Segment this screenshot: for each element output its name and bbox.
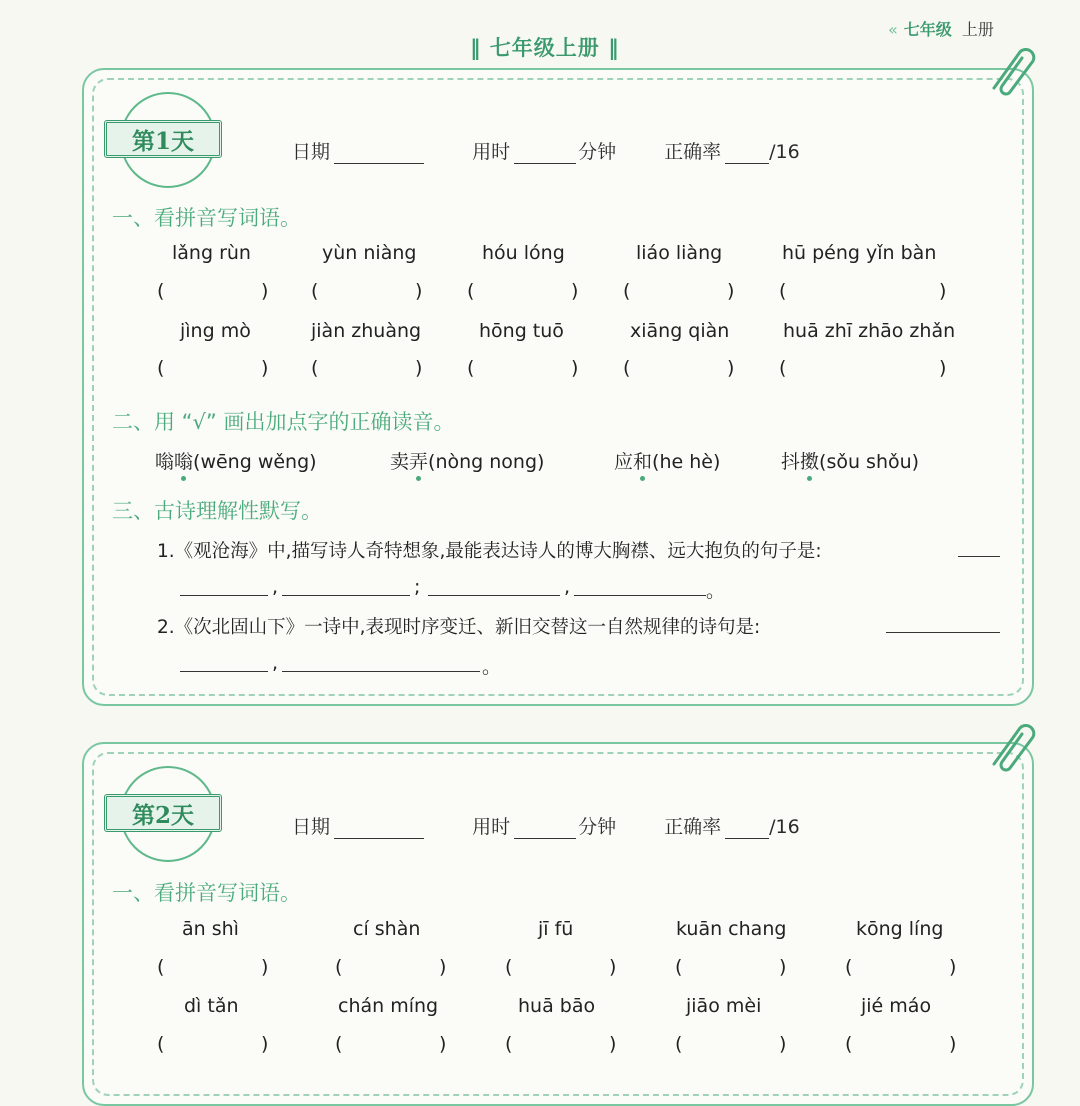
day2-meta <box>292 812 800 839</box>
pinyin-item: ān shì <box>182 918 239 940</box>
reading-choice: 卖弄(nòng nong) <box>390 447 544 474</box>
answer-paren-close: ) <box>779 1033 787 1055</box>
day1-label: 第1天 <box>104 120 222 158</box>
corner-volume: 上册 <box>961 20 994 39</box>
reading-choice: 抖擞(sǒu shǒu) <box>781 447 919 474</box>
pinyin-item: cí shàn <box>353 918 421 940</box>
date-label: 日期 <box>292 816 331 838</box>
time-label: 用时 <box>472 816 511 838</box>
book-title: ‖ 七年级上册 ‖ <box>470 35 620 60</box>
answer-paren-open: ( <box>505 956 513 978</box>
answer-paren-close: ) <box>609 956 617 978</box>
answer-line[interactable] <box>282 595 410 596</box>
day2-section1-title: 一、看拼音写词语。 <box>112 881 301 905</box>
answer-paren-open: ( <box>311 357 319 379</box>
answer-line[interactable] <box>180 595 268 596</box>
answer-line[interactable] <box>428 595 560 596</box>
pinyin-item: yùn niàng <box>322 242 417 264</box>
answer-paren-close: ) <box>439 956 447 978</box>
page-corner-label <box>888 17 994 40</box>
pinyin-item: jī fū <box>538 918 574 940</box>
answer-paren-open: ( <box>623 357 631 379</box>
date-field[interactable] <box>334 818 424 839</box>
pinyin-item: jiāo mèi <box>686 995 762 1017</box>
corner-grade: 七年级 <box>903 20 952 39</box>
answer-paren-open: ( <box>623 280 631 302</box>
answer-paren-close: ) <box>949 1033 957 1055</box>
day2-badge <box>104 766 226 866</box>
pinyin-item: hōng tuō <box>479 320 564 342</box>
answer-line[interactable] <box>180 671 268 672</box>
pinyin-item: huā bāo <box>518 995 596 1017</box>
question-1: 1.《观沧海》中,描写诗人奇特想象,最能表达诗人的博大胸襟、远大抱负的句子是: <box>157 541 822 562</box>
answer-paren-close: ) <box>571 280 579 302</box>
day1-section1-title: 一、看拼音写词语。 <box>112 206 301 230</box>
pinyin-item: hóu lóng <box>482 242 565 264</box>
answer-paren-close: ) <box>415 280 423 302</box>
accuracy-field[interactable] <box>725 143 769 164</box>
pinyin-item: jiàn zhuàng <box>311 320 422 342</box>
date-label: 日期 <box>292 141 331 163</box>
answer-paren-close: ) <box>939 280 947 302</box>
paperclip-icon <box>980 716 1036 772</box>
date-field[interactable] <box>334 143 424 164</box>
answer-paren-open: ( <box>157 280 165 302</box>
accuracy-total: /16 <box>769 141 800 163</box>
answer-paren-open: ( <box>335 956 343 978</box>
answer-paren-close: ) <box>571 357 579 379</box>
answer-paren-open: ( <box>311 280 319 302</box>
pinyin-item: jié máo <box>861 995 932 1017</box>
answer-paren-open: ( <box>157 956 165 978</box>
pinyin-item: huā zhī zhāo zhǎn <box>783 320 956 342</box>
accuracy-total: /16 <box>769 816 800 838</box>
reading-choice: 嗡嗡(wēng wěng) <box>155 447 317 474</box>
pinyin-item: lǎng rùn <box>172 242 251 264</box>
pinyin-item: kōng líng <box>856 918 944 940</box>
answer-paren-open: ( <box>157 357 165 379</box>
accuracy-label: 正确率 <box>664 816 722 838</box>
answer-paren-close: ) <box>261 280 269 302</box>
accuracy-field[interactable] <box>725 818 769 839</box>
question-2: 2.《次北固山下》一诗中,表现时序变迁、新旧交替这一自然规律的诗句是: <box>157 617 761 638</box>
answer-paren-close: ) <box>609 1033 617 1055</box>
answer-paren-open: ( <box>467 357 475 379</box>
answer-paren-open: ( <box>675 956 683 978</box>
answer-paren-open: ( <box>779 280 787 302</box>
day2-label: 第2天 <box>104 794 222 832</box>
answer-paren-close: ) <box>949 956 957 978</box>
answer-paren-close: ) <box>261 357 269 379</box>
answer-line[interactable] <box>574 595 706 596</box>
answer-paren-close: ) <box>261 1033 269 1055</box>
answer-paren-open: ( <box>157 1033 165 1055</box>
pinyin-item: hū péng yǐn bàn <box>782 242 937 264</box>
reading-choice: 应和(he hè) <box>614 447 720 474</box>
answer-paren-close: ) <box>939 357 947 379</box>
answer-paren-open: ( <box>779 357 787 379</box>
day1-badge <box>104 92 226 192</box>
answer-line[interactable] <box>886 632 1000 633</box>
time-unit: 分钟 <box>578 141 617 163</box>
pinyin-item: chán míng <box>338 995 439 1017</box>
answer-paren-close: ) <box>415 357 423 379</box>
answer-paren-open: ( <box>467 280 475 302</box>
answer-line[interactable] <box>282 671 480 672</box>
answer-paren-close: ) <box>261 956 269 978</box>
paperclip-icon <box>980 40 1036 96</box>
answer-paren-open: ( <box>675 1033 683 1055</box>
answer-paren-close: ) <box>727 357 735 379</box>
pinyin-item: kuān chang <box>676 918 787 940</box>
time-field[interactable] <box>514 818 576 839</box>
time-field[interactable] <box>514 143 576 164</box>
answer-paren-close: ) <box>779 956 787 978</box>
pinyin-item: xiāng qiàn <box>630 320 730 342</box>
answer-paren-close: ) <box>727 280 735 302</box>
day1-meta <box>292 137 800 164</box>
day1-section2-title: 二、用 “√” 画出加点字的正确读音。 <box>112 410 455 434</box>
pinyin-item: jìng mò <box>180 320 251 342</box>
pinyin-item: liáo liàng <box>636 242 723 264</box>
double-chevron-icon: « <box>888 20 898 39</box>
accuracy-label: 正确率 <box>664 141 722 163</box>
day1-section3-title: 三、古诗理解性默写。 <box>112 499 322 523</box>
time-unit: 分钟 <box>578 816 617 838</box>
answer-line[interactable] <box>958 556 1000 557</box>
answer-paren-open: ( <box>505 1033 513 1055</box>
answer-paren-open: ( <box>845 956 853 978</box>
answer-paren-close: ) <box>439 1033 447 1055</box>
answer-paren-open: ( <box>335 1033 343 1055</box>
pinyin-item: dì tǎn <box>184 995 239 1017</box>
answer-paren-open: ( <box>845 1033 853 1055</box>
time-label: 用时 <box>472 141 511 163</box>
